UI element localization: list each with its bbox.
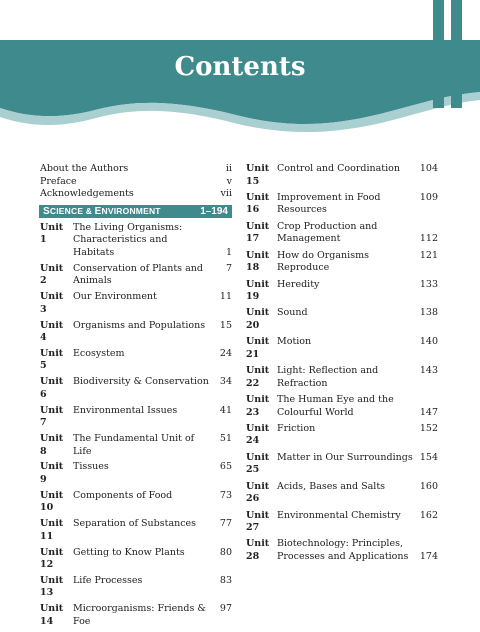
page-number: 143 — [419, 365, 438, 377]
unit-title-line: Tissues — [73, 461, 109, 473]
toc-unit-row — [246, 538, 438, 563]
toc-unit-row — [40, 433, 232, 458]
unit-title-line: Conservation of Plants and Animals — [73, 262, 203, 287]
toc-unit-row — [246, 250, 438, 275]
toc-unit-row — [246, 192, 438, 217]
unit-title — [73, 263, 210, 288]
unit-title — [73, 433, 210, 458]
toc-unit-row — [40, 518, 232, 543]
toc-unit-row — [246, 336, 438, 361]
unit-title — [277, 250, 416, 275]
unit-number: Unit 26 — [246, 480, 270, 505]
unit-title-line: Management — [277, 233, 341, 245]
page-number: 109 — [419, 191, 438, 203]
unit-title-line: Colourful World — [277, 406, 354, 418]
unit-number: Unit 21 — [246, 336, 270, 360]
unit-number: Unit 11 — [40, 518, 64, 542]
unit-title-line: Heredity — [277, 278, 320, 290]
unit-title — [73, 348, 210, 361]
toc-unit-row — [246, 307, 438, 332]
front-matter-label: Preface — [40, 175, 77, 187]
unit-title-line: The Human Eye and the — [277, 394, 394, 405]
page-number: 97 — [219, 603, 232, 615]
page-number: 140 — [419, 336, 438, 348]
toc-unit-row — [40, 291, 232, 316]
toc-unit-row — [246, 481, 438, 506]
toc-unit-row — [40, 461, 232, 486]
unit-title — [73, 461, 210, 474]
page-number: 24 — [219, 347, 232, 359]
unit-title-line: Acids, Bases and Salts — [277, 480, 386, 492]
unit-number: Unit 15 — [246, 163, 270, 187]
toc-unit-row — [40, 575, 232, 600]
unit-number: Unit 2 — [40, 262, 64, 287]
unit-title-line: Motion — [277, 336, 312, 348]
unit-title — [73, 547, 210, 560]
unit-number: Unit 10 — [40, 489, 64, 514]
front-matter-label: Acknowledgements — [40, 188, 134, 200]
toc-left-column — [40, 163, 232, 632]
unit-title-line: Environmental Chemistry — [277, 509, 401, 521]
page-number: 41 — [219, 404, 232, 416]
toc-unit-row — [40, 320, 232, 345]
front-matter-label: About the Authors — [40, 163, 129, 174]
unit-title — [73, 490, 210, 503]
page-number: 34 — [219, 376, 232, 388]
unit-title-line: The Fundamental Unit of Life — [73, 433, 195, 457]
page-number: 77 — [219, 518, 232, 530]
front-matter-row — [40, 163, 232, 176]
toc-unit-row — [246, 163, 438, 188]
unit-title-line: Our Environment — [73, 291, 157, 303]
page-number: 138 — [419, 307, 438, 319]
front-matter-row — [40, 188, 232, 201]
unit-title-line: Ecosystem — [73, 347, 125, 359]
unit-title-line: Biotechnology: Principles, — [277, 538, 403, 550]
unit-title — [277, 510, 416, 523]
page-number: 1 — [225, 246, 232, 258]
unit-title-line: Light: Reflection and Refraction — [277, 365, 379, 389]
unit-title — [73, 575, 210, 588]
unit-number: Unit 17 — [246, 220, 270, 245]
unit-title — [277, 394, 416, 419]
page-number: 147 — [419, 406, 438, 418]
toc-unit-row — [246, 394, 438, 419]
page-number: 152 — [419, 422, 438, 434]
section-title: SCIENCE & ENVIRONMENT — [43, 205, 161, 217]
unit-title — [277, 221, 416, 246]
unit-number: Unit 4 — [40, 319, 64, 344]
toc-right-column — [246, 163, 438, 567]
unit-title-line: Separation of Substances — [73, 518, 197, 530]
units-list-right — [246, 163, 438, 564]
unit-title — [73, 320, 210, 333]
unit-number: Unit 16 — [246, 191, 270, 216]
unit-title — [277, 365, 416, 390]
unit-number: Unit 23 — [246, 394, 270, 418]
toc-unit-row — [246, 510, 438, 535]
page-number: 104 — [419, 163, 438, 174]
page-number: 15 — [219, 319, 232, 331]
unit-title-line: Crop Production and — [277, 220, 378, 232]
page-number: 11 — [219, 291, 232, 303]
page-number: 121 — [419, 249, 438, 261]
unit-title-line: Matter in Our Surroundings — [277, 451, 413, 463]
page-title: Contents — [174, 52, 306, 82]
toc-unit-row — [40, 348, 232, 373]
page-number: 160 — [419, 480, 438, 492]
unit-title-line: Processes and Applications — [277, 550, 409, 562]
page-number: vii — [220, 188, 232, 200]
header-banner — [0, 0, 480, 140]
unit-title — [277, 279, 416, 292]
unit-number: Unit 12 — [40, 546, 64, 571]
toc-unit-row — [246, 279, 438, 304]
unit-number: Unit 28 — [246, 538, 270, 562]
unit-title — [73, 291, 210, 304]
toc-unit-row — [246, 423, 438, 448]
page-number: 51 — [219, 433, 232, 444]
toc-unit-row — [40, 603, 232, 628]
toc-unit-row — [246, 221, 438, 246]
unit-title-line: Improvement in Food Resources — [277, 191, 381, 216]
page-number: 83 — [219, 574, 232, 586]
unit-number: Unit 5 — [40, 347, 64, 372]
toc-unit-row — [40, 222, 232, 260]
unit-title — [277, 163, 416, 176]
front-matter-row — [40, 176, 232, 189]
unit-title-line: Getting to Know Plants — [73, 546, 185, 558]
unit-title-line: Microorganisms: Friends & Foe — [73, 603, 206, 627]
unit-number: Unit 8 — [40, 433, 64, 457]
unit-number: Unit 6 — [40, 376, 64, 400]
unit-title-line: Friction — [277, 422, 316, 434]
unit-title-line: Characteristics and Habitats — [73, 234, 168, 258]
toc-unit-row — [40, 490, 232, 515]
unit-title-line: Environmental Issues — [73, 404, 178, 416]
unit-title — [277, 307, 416, 320]
unit-number: Unit 19 — [246, 278, 270, 303]
unit-number: Unit 18 — [246, 249, 270, 274]
unit-number: Unit 7 — [40, 404, 64, 429]
section-header — [39, 205, 232, 218]
unit-number: Unit 9 — [40, 461, 64, 485]
unit-title-line: Biodiversity & Conservation — [73, 376, 209, 388]
unit-title — [277, 336, 416, 349]
unit-number: Unit 24 — [246, 422, 270, 447]
unit-title-line: Sound — [277, 307, 308, 319]
page-number: 112 — [419, 233, 438, 245]
unit-title — [73, 222, 210, 260]
unit-title — [73, 405, 210, 418]
toc-unit-row — [246, 452, 438, 477]
unit-title — [277, 192, 416, 217]
unit-title — [73, 603, 210, 628]
toc-unit-row — [40, 547, 232, 572]
toc-unit-row — [40, 376, 232, 401]
unit-title-line: The Living Organisms: — [73, 221, 183, 233]
unit-number: Unit 27 — [246, 509, 270, 534]
unit-title — [277, 423, 416, 436]
unit-title — [277, 452, 416, 465]
unit-number: Unit 22 — [246, 365, 270, 389]
unit-number: Unit 13 — [40, 574, 64, 599]
page-number: 162 — [419, 509, 438, 521]
page-number: 174 — [419, 550, 438, 562]
page-number: ii — [225, 163, 232, 174]
front-matter — [40, 163, 232, 201]
unit-title-line: Control and Coordination — [277, 163, 400, 174]
unit-title-line: Components of Food — [73, 489, 173, 501]
unit-number: Unit 20 — [246, 307, 270, 331]
page-number: 80 — [219, 546, 232, 558]
unit-title — [73, 518, 210, 531]
unit-title — [277, 481, 416, 494]
unit-title — [73, 376, 210, 389]
toc-unit-row — [246, 365, 438, 390]
section-pages: 1–194 — [200, 205, 228, 217]
toc-unit-row — [40, 405, 232, 430]
page-number: 154 — [419, 451, 438, 463]
unit-title-line: How do Organisms Reproduce — [277, 249, 369, 274]
page-number: v — [226, 175, 232, 187]
unit-title — [277, 538, 416, 563]
page-number: 73 — [219, 489, 232, 501]
unit-number: Unit 25 — [246, 451, 270, 476]
page-number: 133 — [419, 278, 438, 290]
toc-unit-row — [40, 263, 232, 288]
unit-title-line: Life Processes — [73, 574, 143, 586]
units-list-left — [40, 222, 232, 629]
page-number: 65 — [219, 461, 232, 473]
unit-title-line: Organisms and Populations — [73, 319, 206, 331]
unit-number: Unit 14 — [40, 603, 64, 627]
page-number: 7 — [225, 262, 232, 274]
unit-number: Unit 3 — [40, 291, 64, 315]
unit-number: Unit 1 — [40, 221, 64, 246]
